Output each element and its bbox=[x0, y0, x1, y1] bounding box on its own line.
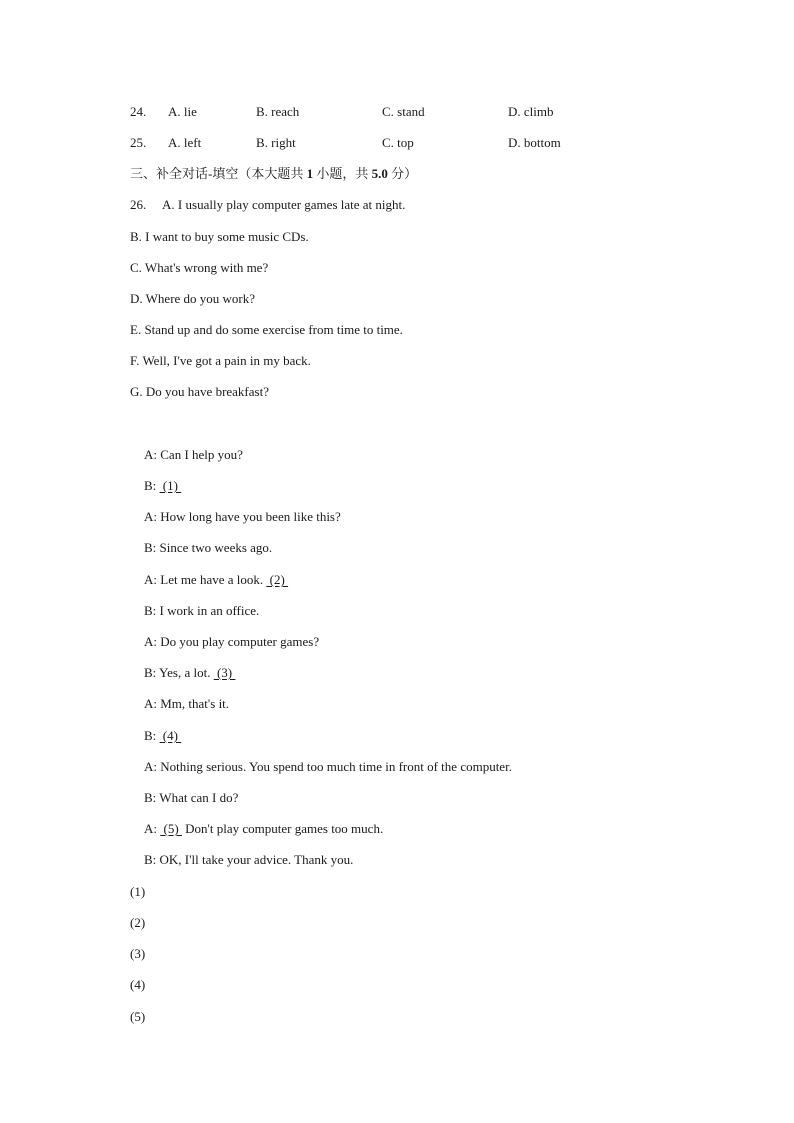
answer-slot-4: (4) bbox=[130, 977, 146, 992]
option-c: C. stand bbox=[382, 104, 425, 119]
heading-count: 1 bbox=[306, 166, 314, 181]
blank-3: (3) bbox=[213, 665, 236, 680]
option-b: B. reach bbox=[256, 104, 300, 119]
option-a: A. left bbox=[168, 135, 202, 150]
blank-5: (5) bbox=[160, 821, 182, 836]
heading-part3: 分） bbox=[391, 166, 418, 181]
answer-slot-3: (3) bbox=[130, 946, 146, 961]
heading-score: 5.0 bbox=[371, 166, 388, 181]
blank-1: (1) bbox=[159, 478, 182, 493]
dialogue-line: B: Yes, a lot. (3) bbox=[144, 665, 236, 680]
dialogue-line: A: (5) Don't play computer games too much. bbox=[144, 821, 384, 836]
answer-slot-5: (5) bbox=[130, 1009, 146, 1024]
dialogue-line: A: Nothing serious. You spend too much time in front of the computer. bbox=[144, 759, 512, 774]
dialogue-line: B: OK, I'll take your advice. Thank you. bbox=[144, 852, 354, 867]
section-heading bbox=[130, 166, 417, 182]
dialogue-line: A: Do you play computer games? bbox=[144, 634, 320, 649]
option-a: A. I usually play computer games late at night. bbox=[162, 197, 406, 212]
option-e: E. Stand up and do some exercise from time to time. bbox=[130, 322, 403, 337]
option-d: D. climb bbox=[508, 104, 554, 119]
option-c: C. What's wrong with me? bbox=[130, 260, 269, 275]
option-g: G. Do you have breakfast? bbox=[130, 384, 269, 399]
question-number: 26. bbox=[130, 197, 147, 212]
dialogue-line: B: I work in an office. bbox=[144, 603, 260, 618]
option-b: B. right bbox=[256, 135, 296, 150]
option-c: C. top bbox=[382, 135, 414, 150]
dialogue-line: A: How long have you been like this? bbox=[144, 509, 341, 524]
question-number: 25. bbox=[130, 135, 147, 150]
dialogue-line: B: (1) bbox=[144, 478, 182, 493]
question-25 bbox=[130, 135, 690, 153]
option-a: A. lie bbox=[168, 104, 197, 119]
question-26-first-line bbox=[130, 197, 405, 213]
blank-2: (2) bbox=[266, 572, 289, 587]
blank-4: (4) bbox=[159, 728, 182, 743]
dialogue-line: A: Let me have a look. (2) bbox=[144, 572, 289, 587]
question-24 bbox=[130, 104, 690, 122]
option-d: D. bottom bbox=[508, 135, 561, 150]
option-b: B. I want to buy some music CDs. bbox=[130, 229, 309, 244]
dialogue-line: B: Since two weeks ago. bbox=[144, 540, 273, 555]
dialogue-line: A: Can I help you? bbox=[144, 447, 243, 462]
answer-slot-1: (1) bbox=[130, 884, 146, 899]
answer-slot-2: (2) bbox=[130, 915, 146, 930]
heading-part1: 三、补全对话-填空（本大题共 bbox=[130, 166, 304, 181]
dialogue-line: B: What can I do? bbox=[144, 790, 239, 805]
option-f: F. Well, I've got a pain in my back. bbox=[130, 353, 311, 368]
heading-part2: 小题，共 bbox=[316, 166, 369, 181]
question-number: 24. bbox=[130, 104, 147, 119]
option-d: D. Where do you work? bbox=[130, 291, 256, 306]
dialogue-line: A: Mm, that's it. bbox=[144, 696, 230, 711]
dialogue-line: B: (4) bbox=[144, 728, 182, 743]
